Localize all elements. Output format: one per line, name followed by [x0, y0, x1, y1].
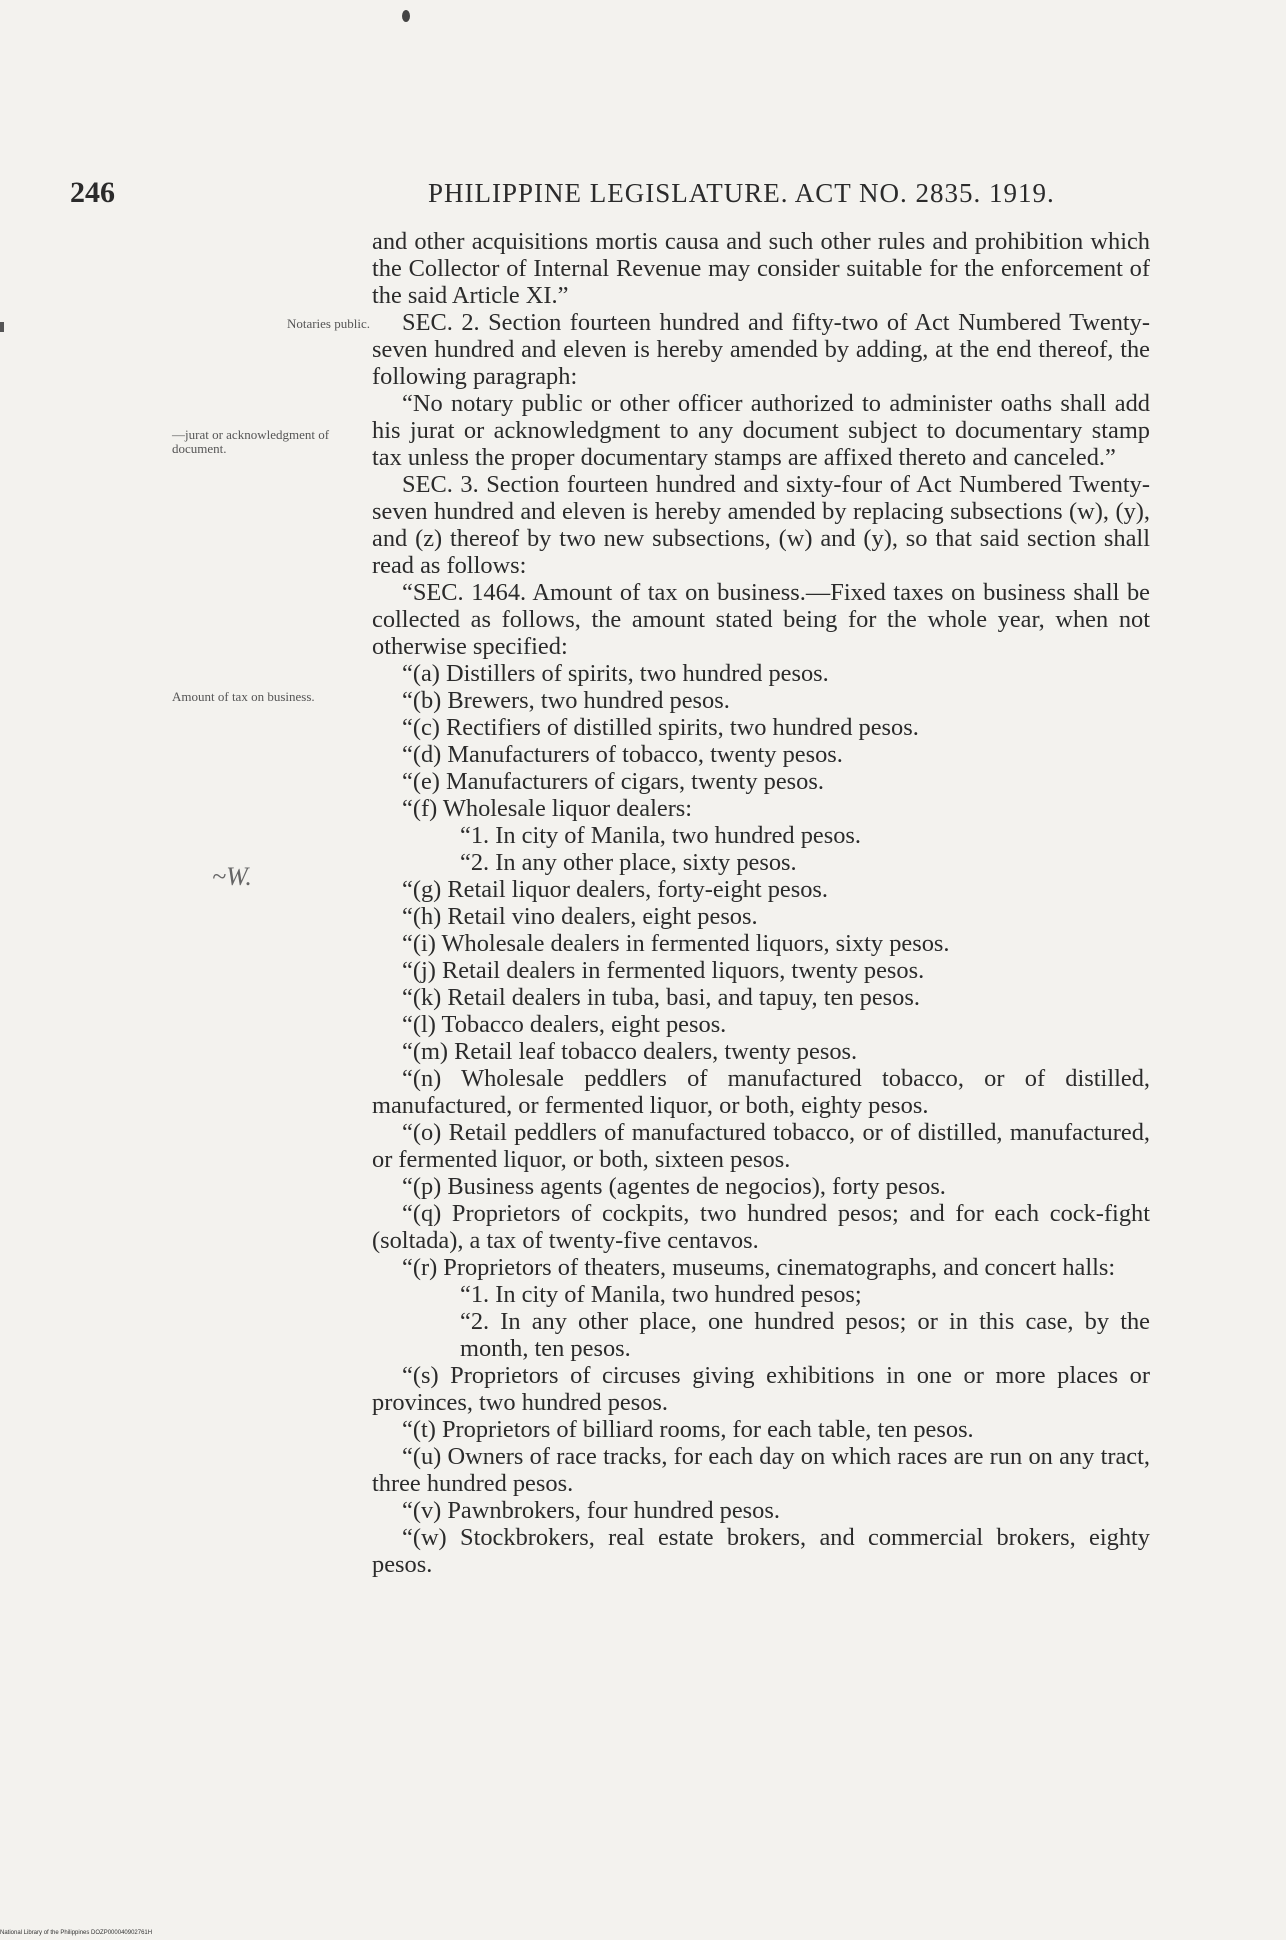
body-text	[372, 228, 1150, 1578]
margin-note-notaries: Notaries public.	[286, 316, 370, 331]
list-item: “(u) Owners of race tracks, for each day on which races are run on any tract, three hundred pesos.	[372, 1443, 1150, 1497]
paragraph: “No notary public or other officer authorized to administer oaths shall add his jurat or acknowledgment to any document subject to documentary stamp tax unless the proper documentary stamps are affixed thereto and canceled.”	[372, 390, 1150, 471]
list-item: “(k) Retail dealers in tuba, basi, and tapuy, ten pesos.	[402, 984, 920, 1011]
edge-mark	[0, 322, 4, 332]
list-item: “(h) Retail vino dealers, eight pesos.	[402, 903, 758, 930]
handwritten-scrawl: ~W.	[212, 862, 252, 891]
list-item: “(g) Retail liquor dealers, forty-eight pesos.	[402, 876, 829, 903]
list-item: “(e) Manufacturers of cigars, twenty pesos.	[402, 768, 824, 795]
list-item: “(j) Retail dealers in fermented liquors, twenty pesos.	[402, 957, 925, 984]
list-item: “(a) Distillers of spirits, two hundred pesos.	[402, 660, 829, 687]
list-item: “(b) Brewers, two hundred pesos.	[402, 687, 730, 714]
list-subitem: “1. In city of Manila, two hundred pesos.	[460, 822, 862, 849]
page-header	[70, 176, 1086, 212]
list-item: “(t) Proprietors of billiard rooms, for each table, ten pesos.	[402, 1416, 974, 1443]
list-subitem: “2. In any other place, one hundred pesos; or in this case, by the month, ten pesos.	[460, 1308, 1150, 1362]
list-item: “(w) Stockbrokers, real estate brokers, and commercial brokers, eighty pesos.	[372, 1524, 1150, 1578]
list-item: “(v) Pawnbrokers, four hundred pesos.	[402, 1497, 780, 1524]
list-item: “(s) Proprietors of circuses giving exhibitions in one or more places or provinces, two hundred pesos.	[372, 1362, 1150, 1416]
list-subitem: “2. In any other place, sixty pesos.	[460, 849, 797, 876]
list-subitem: “1. In city of Manila, two hundred pesos;	[460, 1281, 862, 1308]
list-item: “(l) Tobacco dealers, eight pesos.	[402, 1011, 727, 1038]
margin-note-jurat: —jurat or acknowledgment of document.	[172, 427, 330, 456]
running-head: PHILIPPINE LEGISLATURE. ACT NO. 2835. 1919.	[428, 178, 1055, 208]
list-item: “(p) Business agents (agentes de negocios), forty pesos.	[402, 1173, 946, 1200]
margin-note-amount: Amount of tax on business.	[172, 689, 315, 704]
paragraph: and other acquisitions mortis causa and such other rules and prohibition which the Collector of Internal Revenue may consider suitable for the enforcement of the said Article XI.”	[372, 228, 1150, 309]
paragraph: SEC. 3. Section fourteen hundred and sixty-four of Act Numbered Twenty-seven hundred and eleven is hereby amended by replacing subsections (w), (y), and (z) thereof by two new subsections, (w) and (y), so that said section shall read as follows:	[372, 471, 1150, 579]
paragraph: SEC. 2. Section fourteen hundred and fifty-two of Act Numbered Twenty-seven hundred and eleven is hereby amended by adding, at the end thereof, the following paragraph:	[372, 309, 1150, 390]
list-item: “(c) Rectifiers of distilled spirits, two hundred pesos.	[402, 714, 919, 741]
list-item: “(q) Proprietors of cockpits, two hundred pesos; and for each cock-fight (soltada), a tax of twenty-five centavos.	[372, 1200, 1150, 1254]
list-item: “(n) Wholesale peddlers of manufactured tobacco, or of distilled, manufactured, or fermented liquor, or both, eighty pesos.	[372, 1065, 1150, 1119]
list-item: “(o) Retail peddlers of manufactured tobacco, or of distilled, manufactured, or fermented liquor, or both, sixteen pesos.	[372, 1119, 1150, 1173]
paragraph: “SEC. 1464. Amount of tax on business.—Fixed taxes on business shall be collected as follows, the amount stated being for the whole year, when not otherwise specified:	[372, 579, 1150, 660]
list-item: “(m) Retail leaf tobacco dealers, twenty pesos.	[402, 1038, 858, 1065]
ink-spot	[402, 10, 410, 22]
list-item: “(f) Wholesale liquor dealers:	[402, 795, 693, 822]
page-number: 246	[70, 176, 115, 209]
list-item: “(d) Manufacturers of tobacco, twenty pesos.	[402, 741, 843, 768]
list-item: “(r) Proprietors of theaters, museums, cinematographs, and concert halls:	[402, 1254, 1116, 1281]
scan-credit: National Library of the Philippines DOZP000040902761H	[0, 1930, 153, 1936]
list-item: “(i) Wholesale dealers in fermented liquors, sixty pesos.	[402, 930, 950, 957]
